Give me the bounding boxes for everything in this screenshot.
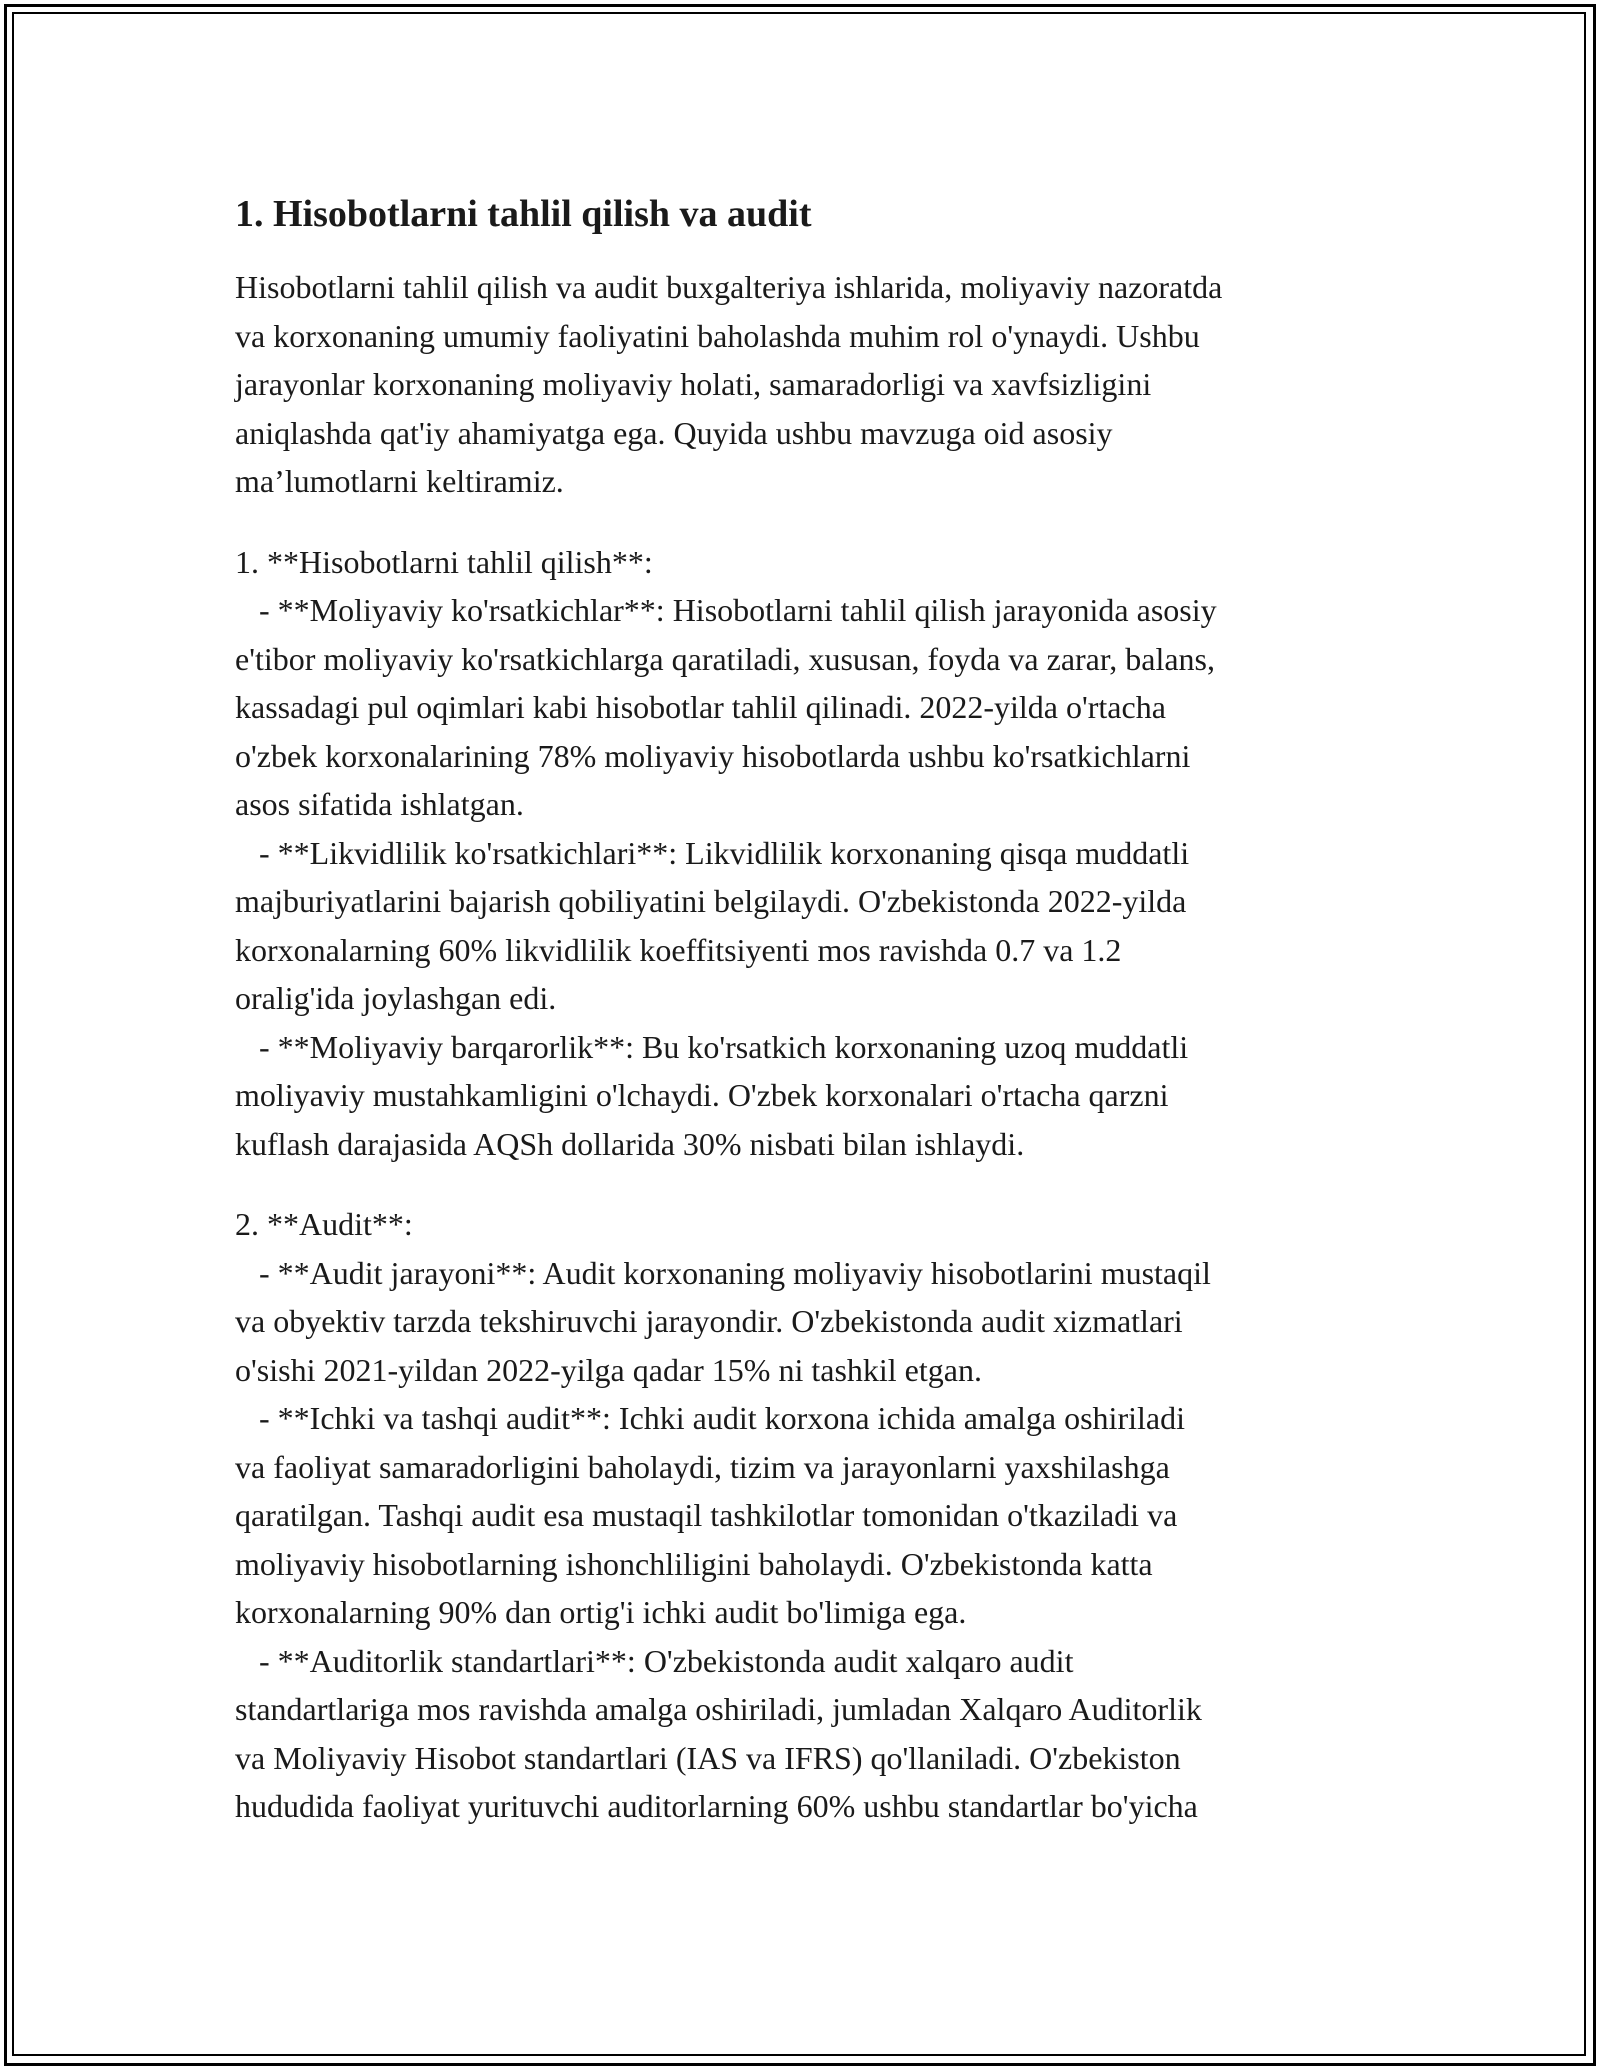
section-line: - **Ichki va tashqi audit**: Ichki audit korxona ichida amalga oshiriladi [235,1400,1185,1436]
paragraph-gap [235,506,1395,538]
section-line: o'zbek korxonalarining 78% moliyaviy hisobotlarda ushbu ko'rsatkichlarni [235,737,1191,774]
section-line: moliyaviy hisobotlarning ishonchliligini baholaydi. O'zbekistonda katta [235,1545,1153,1582]
section-line: - **Auditorlik standartlari**: O'zbekistonda audit xalqaro audit [235,1642,1074,1679]
section-line: kassadagi pul oqimlari kabi hisobotlar tahlil qilinadi. 2022-yilda o'rtacha [235,689,1166,725]
section-line: korxonalarning 60% likvidlilik koeffitsiyenti mos ravishda 0.7 va 1.2 [235,931,1122,968]
section-heading: 2. **Audit**: [235,1206,413,1242]
document-title: 1. Hisobotlarni tahlil qilish va audit [235,193,812,235]
section-line: korxonalarning 90% dan ortig'i ichki audit bo'limiga ega. [235,1594,967,1630]
section-line: - **Moliyaviy ko'rsatkichlar**: Hisobotlarni tahlil qilish jarayonida asosiy [235,592,1217,628]
section-line: va obyektiv tarzda tekshiruvchi jarayondir. O'zbekistonda audit xizmatlari [235,1303,1183,1339]
section-heading: 1. **Hisobotlarni tahlil qilish**: [235,543,653,580]
paragraph-gap [235,1168,1395,1200]
section-line: kuflash darajasida AQSh dollarida 30% nisbati bilan ishlaydi. [235,1125,1025,1162]
section-line: - **Audit jarayoni**: Audit korxonaning moliyaviy hisobotlarini mustaqil [235,1254,1211,1291]
intro-paragraph [235,263,1395,506]
intro-line: va korxonaning umumiy faoliyatini baholashda muhim rol o'ynaydi. Ushbu [235,317,1200,354]
document-page [235,180,1395,1831]
section-line: oralig'ida joylashgan edi. [235,980,557,1016]
section-line: standartlariga mos ravishda amalga oshiriladi, jumladan Xalqaro Auditorlik [235,1691,1202,1727]
section-audit [235,1200,1395,1831]
section-line: va Moliyaviy Hisobot standartlari (IAS va IFRS) qo'llaniladi. O'zbekiston [235,1739,1181,1776]
section-line: - **Moliyaviy barqarorlik**: Bu ko'rsatkich korxonaning uzoq muddatli [235,1028,1189,1065]
section-line: hududida faoliyat yurituvchi auditorlarning 60% ushbu standartlar bo'yicha [235,1788,1198,1824]
section-line: - **Likvidlilik ko'rsatkichlari**: Likvidlilik korxonaning qisqa muddatli [235,834,1190,871]
section-line: moliyaviy mustahkamligini o'lchaydi. O'zbek korxonalari o'rtacha qarzni [235,1077,1169,1113]
section-line: va faoliyat samaradorligini baholaydi, tizim va jarayonlarni yaxshilashga [235,1448,1170,1485]
section-line: majburiyatlarini bajarish qobiliyatini belgilaydi. O'zbekistonda 2022-yilda [235,883,1187,919]
section-line: qaratilgan. Tashqi audit esa mustaqil tashkilotlar tomonidan o'tkaziladi va [235,1497,1178,1533]
intro-line: ma’lumotlarni keltiramiz. [235,463,564,499]
intro-line: Hisobotlarni tahlil qilish va audit buxgalteriya ishlarida, moliyaviy nazoratda [235,269,1223,305]
section-line: asos sifatida ishlatgan. [235,786,524,822]
intro-line: jarayonlar korxonaning moliyaviy holati, samaradorligi va xavfsizligini [235,366,1152,402]
section-line: e'tibor moliyaviy ko'rsatkichlarga qaratiladi, xususan, foyda va zarar, balans, [235,640,1215,677]
section-report-analysis [235,538,1395,1169]
section-line: o'sishi 2021-yildan 2022-yilga qadar 15% ni tashkil etgan. [235,1351,982,1388]
intro-line: aniqlashda qat'iy ahamiyatga ega. Quyida ushbu mavzuga oid asosiy [235,414,1113,451]
